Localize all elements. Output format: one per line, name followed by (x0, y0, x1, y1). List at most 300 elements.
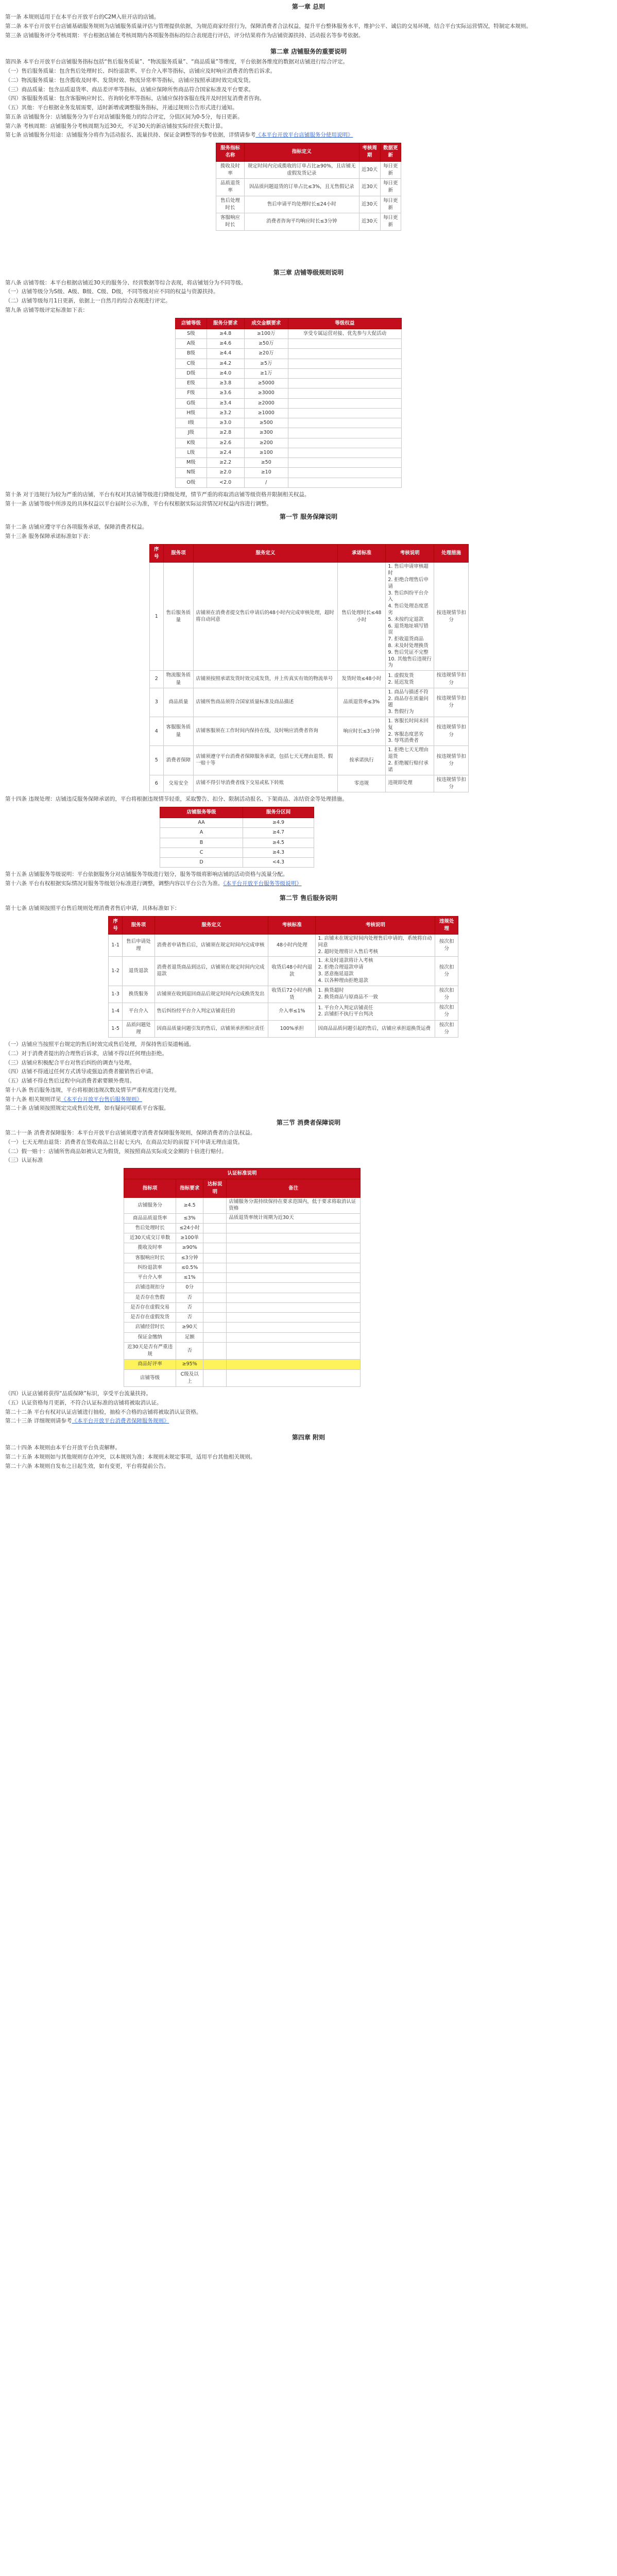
table-cell: ≥4.6 (207, 339, 244, 349)
table-cell (227, 1263, 361, 1273)
table-row (124, 1313, 361, 1323)
table-cell: 纠纷退款率 (124, 1263, 176, 1273)
table-cell (288, 448, 401, 457)
table-header: 成交金额要求 (244, 318, 288, 329)
table-cell: C级 (176, 359, 207, 368)
service-level-table (160, 807, 314, 868)
table-cell: 店铺服务分需持续保持在要求范围内，低于要求将取消认证资格 (227, 1197, 361, 1213)
paragraph: 第十七条 店铺须按照平台售后规则处理消费者售后申请，具体标准如下： (5, 905, 180, 911)
table-header: 指标要求 (176, 1179, 203, 1198)
paragraph: 第二十六条 本规则自发布之日起生效，如有变更，平台将提前公告。 (5, 1463, 169, 1469)
table-cell (203, 1197, 227, 1213)
table-cell: 0分 (176, 1283, 203, 1293)
table-cell: B (160, 838, 243, 848)
table-cell (203, 1369, 227, 1387)
table-cell: ≥4.3 (243, 848, 314, 857)
table-cell (288, 468, 401, 478)
table-cell: 按违规情节扣分 (434, 775, 469, 792)
table-title: 认证标准说明 (124, 1168, 361, 1179)
table-cell: C (160, 848, 243, 857)
table-row (160, 858, 314, 868)
table-cell: 售后处理时长≤48小时 (337, 563, 386, 671)
table-cell: E级 (176, 379, 207, 388)
list-item: （一）店铺等级分为S级、A级、B级、C级、D级，不同等级对应不同的权益与资源扶持。 (5, 289, 219, 295)
table-cell: 是否存在虚假发货 (124, 1313, 176, 1323)
table-row (176, 408, 402, 418)
paragraph: 第十条 对于违规行为较为严重的店铺，平台有权对其店铺等级进行降级处理，情节严重的将取消店铺等级资格并限制相关权益。 (5, 491, 310, 498)
table-cell: 售后处理时长 (216, 196, 245, 213)
paragraph: 第七条 店铺服务分用途：店铺服务分将作为活动报名、流量扶持、保证金调整等的参考依据，详情请参考《本平台开放平台店铺服务分使用说明》 (5, 132, 353, 139)
list-item: （四）认证店铺将获得“品质保障”标识，享受平台流量扶持。 (5, 1391, 151, 1397)
list-item: （五）店铺不得在售后过程中向消费者索要额外费用。 (5, 1078, 135, 1084)
table-cell: A级 (176, 339, 207, 349)
table-cell (227, 1342, 361, 1360)
table-row (160, 848, 314, 857)
table-cell: 品质问题处理 (123, 1020, 155, 1038)
table-cell: ≥50 (244, 458, 288, 468)
paragraph: 第二十条 店铺须按照规定完成售后处理，如有疑问可联系平台客服。 (5, 1105, 169, 1112)
table-cell: ≥2000 (244, 398, 288, 408)
table-cell: ≥1万 (244, 368, 288, 378)
table-row (216, 161, 401, 179)
table-cell: 按承诺执行 (337, 746, 386, 775)
table-cell (288, 388, 401, 398)
table-cell: 近30天 (359, 213, 380, 231)
table-cell: ≥4.5 (176, 1197, 203, 1213)
table-cell: ≥3.2 (207, 408, 244, 418)
table-cell (288, 359, 401, 368)
table-row (124, 1233, 361, 1243)
chapter-1-title: 第一章 总则 (292, 3, 325, 10)
table-cell: 交易安全 (163, 775, 194, 792)
table-header: 数据更新 (380, 143, 401, 162)
table-row (124, 1342, 361, 1360)
table-cell: 店铺不得引导消费者线下交易或私下转账 (194, 775, 337, 792)
table-cell: ≤24小时 (176, 1223, 203, 1233)
paragraph: 第二十二条 平台有权对认证店铺进行抽检，抽检不合格的店铺将被取消认证资格。 (5, 1409, 202, 1415)
table-cell: H级 (176, 408, 207, 418)
table-row (160, 838, 314, 848)
table-row (160, 828, 314, 838)
table-cell: ≥10 (244, 468, 288, 478)
table-cell: 1. 拒绝七天无理由退货 2. 拒绝履行赔付承诺 (386, 746, 434, 775)
list-item: （四）客服服务质量：包含客服响应时长、咨询转化率等指标，店铺应保持客服在线并及时回复消费者咨询。 (5, 95, 265, 102)
table-cell: 客服响应时长 (124, 1253, 176, 1263)
table-row (109, 1020, 458, 1038)
table-cell: 近30天是否有严重违规 (124, 1342, 176, 1360)
table-cell: 1. 未及时退款将计入考核 2. 拒绝合理退款申请 3. 恶意拖延退款 4. 以各种理由拒绝退款 (316, 957, 435, 986)
table-cell: 品质退货率≤3% (337, 688, 386, 717)
table-cell: 1-2 (109, 957, 123, 986)
table-cell: ≥95% (176, 1360, 203, 1369)
table-cell: 近30天 (359, 161, 380, 179)
table-cell: 1. 换货超时 2. 换货商品与原商品不一致 (316, 986, 435, 1003)
table-row (176, 398, 402, 408)
table-header: 指标项 (124, 1179, 176, 1198)
table-header: 达标说明 (203, 1179, 227, 1198)
table-cell (227, 1243, 361, 1253)
table-cell (227, 1360, 361, 1369)
table-cell (227, 1223, 361, 1233)
table-cell: J级 (176, 428, 207, 438)
table-row (176, 428, 402, 438)
table-cell: 否 (176, 1313, 203, 1323)
table-cell (203, 1233, 227, 1243)
table-cell: 1. 店铺未在规定时间内处理售后申请的，系统将自动同意 2. 超时处理将计入售后考核 (316, 935, 435, 957)
table-cell: ≥4.8 (207, 329, 244, 338)
list-item: （二）对于消费者提出的合理售后诉求，店铺不得以任何理由拒绝。 (5, 1050, 167, 1057)
table-cell: 售后申请平均处理时长≤24小时 (244, 196, 359, 213)
table-cell: 平台介入 (123, 1003, 155, 1021)
table-cell (203, 1273, 227, 1283)
table-cell: 店铺须在收到退回商品后规定时间内完成换货发出 (155, 986, 268, 1003)
table-cell (288, 418, 401, 428)
table-row (124, 1323, 361, 1332)
table-header: 服务项 (123, 916, 155, 935)
table-cell: 否 (176, 1293, 203, 1302)
table-cell: 消费者退货商品到达后，店铺须在规定时间内完成退款 (155, 957, 268, 986)
table-cell: ≥4.5 (243, 838, 314, 848)
list-item: （三）店铺应积极配合平台对售后纠纷的调查与处理。 (5, 1059, 135, 1066)
table-cell: 平台介入率 (124, 1273, 176, 1283)
table-cell (227, 1332, 361, 1342)
table-row (150, 563, 469, 671)
chapter-4-title: 第四章 附则 (292, 1434, 325, 1442)
table-row (150, 717, 469, 746)
table-row (150, 671, 469, 688)
table-cell: 按次扣分 (435, 1020, 458, 1038)
list-item: （二）物流服务质量：包含揽收及时率、发货时效、物流异常率等指标，店铺应按照承诺时效完成发货。 (5, 77, 254, 83)
table-cell: ≥4.2 (207, 359, 244, 368)
table-row (216, 179, 401, 196)
table-row (124, 1369, 361, 1387)
table-cell: 消费者申请售后后，店铺须在规定时间内完成审核 (155, 935, 268, 957)
section-3-title: 第三节 消费者保障说明 (276, 1119, 341, 1127)
table-cell: 换货服务 (123, 986, 155, 1003)
table-cell: 售后处理时长 (124, 1223, 176, 1233)
table-cell: 1. 商品与描述不符 2. 商品存在质量问题 3. 售假行为 (386, 688, 434, 717)
table-cell: ≥2.8 (207, 428, 244, 438)
table-cell (203, 1263, 227, 1273)
table-row (176, 329, 402, 338)
rules-link[interactable]: 《本平台开放平台店铺服务分使用说明》 (255, 132, 353, 139)
table-cell: ≥4.4 (207, 349, 244, 359)
table-cell (227, 1313, 361, 1323)
table-cell: D (160, 858, 243, 868)
table-cell (288, 438, 401, 448)
table-cell: ≥5万 (244, 359, 288, 368)
table-cell: 每日更新 (380, 196, 401, 213)
table-cell: 3 (150, 688, 164, 717)
table-row (124, 1283, 361, 1293)
table-cell: 品质退货率 (216, 179, 245, 196)
table-cell (203, 1223, 227, 1233)
table-cell: 每日更新 (380, 213, 401, 231)
table-header: 序号 (109, 916, 123, 935)
paragraph: 第二十五条 本规则如与其他规则存在冲突，以本规则为准；本规则未规定事项，适用平台其他相关规则。 (5, 1453, 256, 1460)
table-row (176, 448, 402, 457)
table-cell: 因商品品质问题引起的售后，店铺应承担退换货运费 (316, 1020, 435, 1038)
table-cell: O级 (176, 478, 207, 487)
table-cell: 按违规情节扣分 (434, 563, 469, 671)
paragraph: 第十五条 店铺服务等级说明：平台依据服务分对店铺服务等级进行划分，服务等级将影响店铺的活动资格与流量分配。 (5, 871, 288, 878)
table-cell: N级 (176, 468, 207, 478)
table-cell: M级 (176, 458, 207, 468)
paragraph: 第五条 店铺服务分：店铺服务分为平台对店铺服务能力的综合评定，分值区间为0-5分，每日更新。 (5, 113, 243, 120)
list-item: （三）商品质量：包含品质退货率、商品差评率等指标，店铺应保障所售商品符合国家标准及平台要求。 (5, 86, 254, 93)
table-cell: ≥500 (244, 418, 288, 428)
paragraph: 第二条 本平台开放平台店铺基础服务规则为店铺服务质量评估与管理提供依据，为规范商家经营行为，保障消费者合法权益，提升平台整体服务水平，维护公平、诚信的交易环境，结合平台实际运营情况，特制定本规则。 (5, 23, 532, 29)
table-cell (288, 408, 401, 418)
table-cell (227, 1369, 361, 1387)
table-cell: 100%承担 (268, 1020, 316, 1038)
table-cell: L级 (176, 448, 207, 457)
rules-link[interactable]: 《本平台开放平台服务等级说明》 (223, 880, 302, 887)
table-cell: 介入率≤1% (268, 1003, 316, 1021)
table-cell (227, 1273, 361, 1283)
table-row (216, 196, 401, 213)
table-cell: ≥3000 (244, 388, 288, 398)
table-row (176, 468, 402, 478)
table-cell: G级 (176, 398, 207, 408)
list-item: 第九条 店铺等级评定标准如下表： (5, 307, 88, 313)
table-row (109, 986, 458, 1003)
table-header: 考核说明 (316, 916, 435, 935)
table-cell: ≥3.6 (207, 388, 244, 398)
table-cell (203, 1243, 227, 1253)
table-cell: ≥3.8 (207, 379, 244, 388)
table-row (176, 458, 402, 468)
certification-table (124, 1168, 361, 1387)
table-cell: ≤0.5% (176, 1263, 203, 1273)
list-item: （一）店铺应当按照平台规定的售后时效完成售后处理，并保持售后渠道畅通。 (5, 1041, 195, 1048)
table-cell (203, 1323, 227, 1332)
table-cell: ≤1% (176, 1273, 203, 1283)
table-header: 指标定义 (244, 143, 359, 162)
table-row (124, 1293, 361, 1302)
table-cell: S级 (176, 329, 207, 338)
list-item: （五）认证资格每月更新，不符合认证标准的店铺将被取消认证。 (5, 1399, 162, 1406)
table-cell: ≥100万 (244, 329, 288, 338)
table-cell: 发货时效≤48小时 (337, 671, 386, 688)
table-cell: 违规即处理 (386, 775, 434, 792)
table-cell: ≥50万 (244, 339, 288, 349)
table-cell: ≥2.4 (207, 448, 244, 457)
table-cell: 近30天成交订单数 (124, 1233, 176, 1243)
table-row (216, 213, 401, 231)
table-cell: ≥2.6 (207, 438, 244, 448)
table-header: 服务分要求 (207, 318, 244, 329)
table-cell (227, 1233, 361, 1243)
table-cell: 揽收及时率 (216, 161, 245, 179)
table-header: 考核说明 (386, 544, 434, 563)
table-cell: 响应时长≤3分钟 (337, 717, 386, 746)
table-cell: I级 (176, 418, 207, 428)
table-cell: 足额 (176, 1332, 203, 1342)
table-row (124, 1243, 361, 1253)
chapter-2-title: 第二章 店铺服务的重要说明 (270, 48, 347, 56)
table-cell (227, 1323, 361, 1332)
table-cell (288, 379, 401, 388)
table-header: 服务定义 (194, 544, 337, 563)
table-cell: 是否存在虚假交易 (124, 1302, 176, 1312)
table-row (176, 438, 402, 448)
table-cell (288, 368, 401, 378)
table-cell: 商品品质退货率 (124, 1213, 176, 1223)
table-cell: 4 (150, 717, 164, 746)
table-cell: ≥100单 (176, 1233, 203, 1243)
table-header: 备注 (227, 1179, 361, 1198)
table-cell: 消费者保障 (163, 746, 194, 775)
table-cell: 否 (176, 1342, 203, 1360)
table-header: 店铺服务等级 (160, 807, 243, 818)
table-row (124, 1360, 361, 1369)
table-cell: ≥3.4 (207, 398, 244, 408)
table-cell: ≤3分钟 (176, 1253, 203, 1263)
table-cell: 商品好评率 (124, 1360, 176, 1369)
table-cell (203, 1332, 227, 1342)
table-header: 处理措施 (434, 544, 469, 563)
table-cell: 5 (150, 746, 164, 775)
table-cell: 1. 售后申请审核超时 2. 拒绝合理售后申请 3. 售后纠纷平台介入 4. 售后处理态度恶劣 5. 未按约定退款 6. 退货地址填写错误 7. 拒收退货商品 8. 未及时处理换货 9. 售后凭证不完整 10. 其他售后违规行为 (386, 563, 434, 671)
table-cell: 客服响应时长 (216, 213, 245, 231)
table-cell: 消费者咨询平均响应时长≤3分钟 (244, 213, 359, 231)
table-row (124, 1253, 361, 1263)
table-cell: 每日更新 (380, 179, 401, 196)
table-row (176, 349, 402, 359)
table-cell: 零违规 (337, 775, 386, 792)
table-cell: 店铺须在消费者提交售后申请后的48小时内完成审核处理，超时将自动同意 (194, 563, 337, 671)
table-header: 等级权益 (288, 318, 401, 329)
table-cell: 每日更新 (380, 161, 401, 179)
table-cell: 6 (150, 775, 164, 792)
table-cell (288, 458, 401, 468)
list-item: （三）认证标准 (5, 1157, 43, 1164)
table-header: 违规处理 (435, 916, 458, 935)
table-cell (288, 349, 401, 359)
table-cell: 店铺须遵守平台消费者保障服务承诺，包括七天无理由退货、假一赔十等 (194, 746, 337, 775)
paragraph: 第十八条 售后服务违规，平台将根据违规次数及情节严重程度进行处理。 (5, 1087, 180, 1093)
paragraph: 第四条 本平台开放平台店铺服务指标包括“售后服务质量”、“物流服务质量”、“商品质量”等维度，平台依据各维度的数据对店铺进行综合评定。 (5, 59, 348, 65)
table-cell: ≤3% (176, 1213, 203, 1223)
table-cell: ≥90% (176, 1243, 203, 1253)
paragraph: 第二十一条 消费者保障服务：本平台开放平台店铺须遵守消费者保障服务规则，保障消费者的合法权益。 (5, 1130, 256, 1137)
table-header: 服务分区间 (243, 807, 314, 818)
table-cell: 按次扣分 (435, 1003, 458, 1021)
table-cell: D级 (176, 368, 207, 378)
table-header: 序号 (150, 544, 164, 563)
table-cell: ≥300 (244, 428, 288, 438)
table-cell (288, 398, 401, 408)
table-cell: F级 (176, 388, 207, 398)
table-cell (227, 1302, 361, 1312)
table-cell: / (244, 478, 288, 487)
table-cell: 2 (150, 671, 164, 688)
table-row (150, 775, 469, 792)
table-cell: ≥5000 (244, 379, 288, 388)
table-row (150, 688, 469, 717)
table-row (176, 478, 402, 487)
table-cell (227, 1293, 361, 1302)
table-cell: 商品质量 (163, 688, 194, 717)
paragraph: 第十二条 店铺应遵守平台各项服务承诺，保障消费者权益。 (5, 524, 148, 531)
table-cell (203, 1342, 227, 1360)
table-cell: 售后申请处理 (123, 935, 155, 957)
list-item: （一）售后服务质量：包含售后处理时长、纠纷退款率、平台介入率等指标，店铺应及时响应消费者的售后诉求。 (5, 68, 276, 74)
table-cell: 售后服务质量 (163, 563, 194, 671)
service-guarantee-table (149, 544, 469, 792)
table-cell: 店铺经营时长 (124, 1323, 176, 1332)
table-cell (227, 1253, 361, 1263)
table-cell: 1-1 (109, 935, 123, 957)
table-cell: 近30天 (359, 179, 380, 196)
table-cell (288, 428, 401, 438)
table-cell: 因商品质量问题引发的售后，店铺须承担相应责任 (155, 1020, 268, 1038)
table-cell (227, 1283, 361, 1293)
chapter-3-title: 第三章 店铺等级规则说明 (273, 268, 344, 276)
service-indicator-table (216, 143, 401, 231)
table-cell: 退货退款 (123, 957, 155, 986)
table-cell: ≥200 (244, 438, 288, 448)
paragraph: 第十九条 相关规则详见《本平台开放平台售后服务规则》 (5, 1096, 142, 1103)
table-header: 服务项 (163, 544, 194, 563)
paragraph: 第十六条 平台有权根据实际情况对服务等级划分标准进行调整，调整内容以平台公告为准。《本平台开放平台服务等级说明》 (5, 880, 302, 887)
paragraph: 第二十四条 本规则由本平台开放平台负责解释。 (5, 1445, 121, 1451)
rules-link[interactable]: 《本平台开放平台消费者保障服务规则》 (72, 1418, 169, 1425)
table-cell: AA (160, 818, 243, 828)
table-row (150, 746, 469, 775)
table-cell: 售后纠纷经平台介入判定店铺责任的 (155, 1003, 268, 1021)
table-row (176, 339, 402, 349)
paragraph: 第十三条 服务保障承诺标准如下表： (5, 533, 94, 539)
table-cell: ≥2.2 (207, 458, 244, 468)
table-header: 服务指标名称 (216, 143, 245, 162)
table-row (124, 1223, 361, 1233)
table-cell: 按违规情节扣分 (434, 717, 469, 746)
table-row (109, 957, 458, 986)
table-cell: 因品质问题退货的订单占比≤3%，且无售假记录 (244, 179, 359, 196)
paragraph: 第一条 本规则适用于在本平台开放平台的C2M入驻开店的店铺。 (5, 14, 160, 20)
section-2-title: 第二节 售后服务说明 (279, 894, 338, 902)
table-cell: 1 (150, 563, 164, 671)
table-cell (203, 1213, 227, 1223)
paragraph: 第二十三条 详细规则请参考《本平台开放平台消费者保障服务规则》 (5, 1418, 169, 1425)
table-cell: ≥4.7 (243, 828, 314, 838)
table-cell: 物流服务质量 (163, 671, 194, 688)
paragraph: 第三条 店铺服务评分考核周期：平台根据店铺在考核周期内各项服务指标的综合表现进行评估，评分结果将作为店铺资源扶持、活动报名等参考依据。 (5, 32, 364, 39)
table-cell: 收货后72小时内换货 (268, 986, 316, 1003)
table-cell: ≥1000 (244, 408, 288, 418)
table-cell: 1-5 (109, 1020, 123, 1038)
list-item: （二）店铺等级每月1日更新，依据上一自然月的综合表现进行评定。 (5, 298, 171, 304)
table-cell: 客服服务质量 (163, 717, 194, 746)
table-row (124, 1197, 361, 1213)
rules-link[interactable]: 《本平台开放平台售后服务规则》 (61, 1096, 142, 1103)
table-cell: ≥100 (244, 448, 288, 457)
table-cell (288, 478, 401, 487)
table-cell: 按次扣分 (435, 957, 458, 986)
table-cell: A (160, 828, 243, 838)
table-cell: 48小时内处理 (268, 935, 316, 957)
list-item: （一）七天无理由退货：消费者在签收商品之日起七天内，在商品完好的前提下可申请无理由退货。 (5, 1139, 243, 1145)
table-cell: B级 (176, 349, 207, 359)
paragraph: 第六条 考核周期：店铺服务分考核周期为近30天，不足30天的新店铺按实际经营天数计算。 (5, 123, 227, 129)
table-cell: 按违规情节扣分 (434, 688, 469, 717)
table-row (176, 388, 402, 398)
table-cell: 1. 客服长时间未回复 2. 客服态度恶劣 3. 辱骂消费者 (386, 717, 434, 746)
table-row (124, 1263, 361, 1273)
list-item: （五）其他：平台根据业务发展需要，适时新增或调整服务指标，并通过规则公告形式进行通知。 (5, 105, 238, 111)
